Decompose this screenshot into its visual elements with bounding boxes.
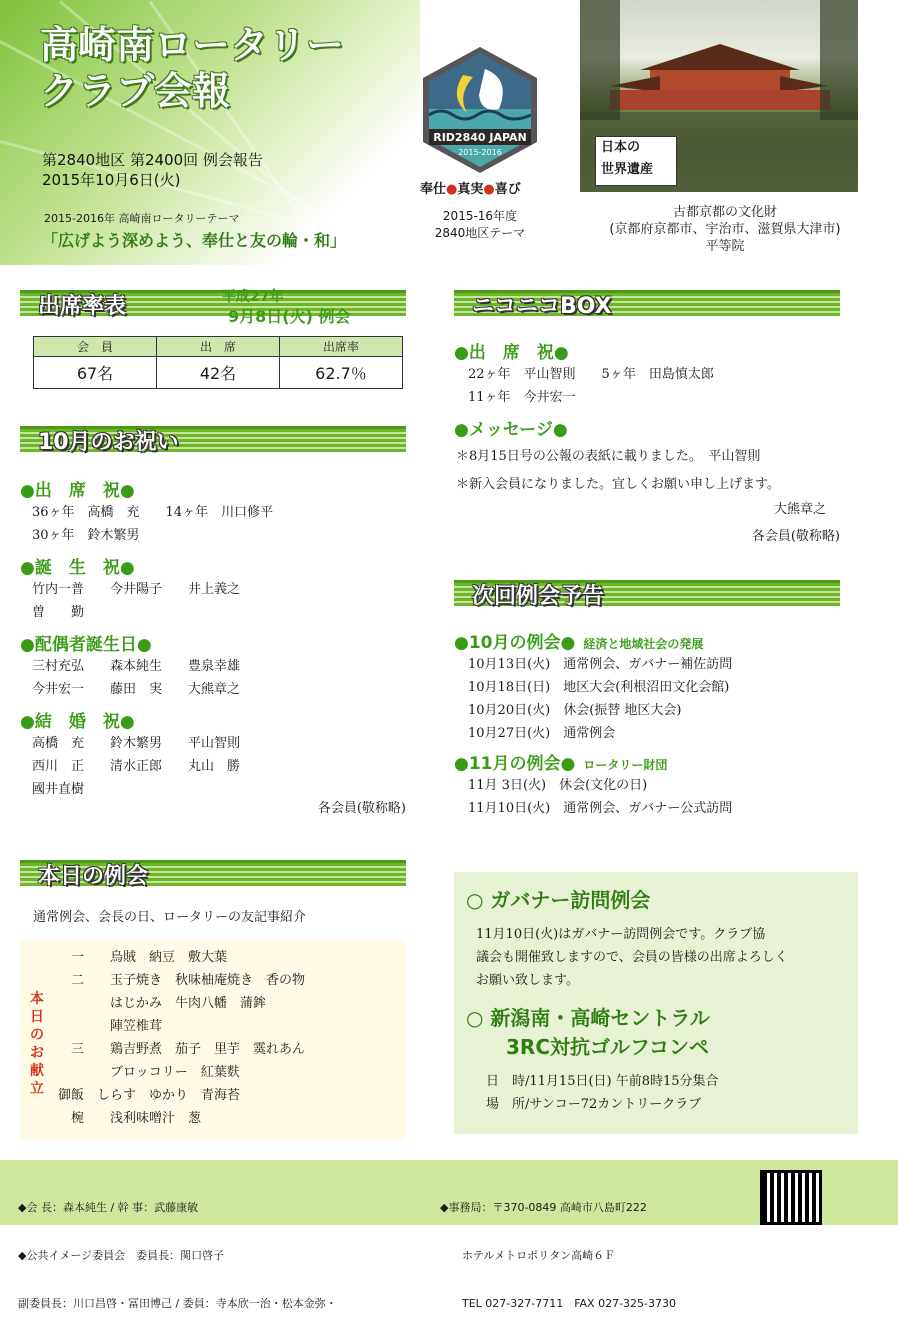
golf-heading-2: 3RC対抗ゴルフコンペ [506,1035,709,1059]
club-theme: 「広げよう深めよう、奉仕と友の輪・和」 [42,231,347,250]
report-info: 第2840地区 第2400回 例会報告 2015年10月6日(火) [42,151,263,189]
honorifics-note: 各会員(敬称略) [751,529,840,544]
menu-list [58,946,305,1130]
newsletter-title: 高崎南ロータリー クラブ会報 [40,23,345,113]
message-heading: ●メッセージ● [454,420,568,440]
october-meetings-subtitle: 経済と地域社会の発展 [583,637,704,651]
list-item: 國井直樹 [32,782,85,797]
today-section-bar: 本日の例会 [20,860,406,886]
october-meetings-heading: ●10月の例会● [454,633,576,653]
menu-item: 二 玉子焼き 秋味柚庵焼き 香の物 [58,973,306,988]
nikoniko-section-bar: ニコニコBOX [454,290,840,316]
photo-caption: 古都京都の文化財 (京都府京都市、宇治市、滋賀県大津市) 平等院 [609,205,841,254]
district-badge-icon [415,45,545,175]
today-description: 通常例会、会長の日、ロータリーの友記事紹介 [33,910,307,925]
present-count: 42名 [157,357,280,389]
nikoniko-attendance-heading: ●出 席 祝● [454,343,569,363]
list-item: 曽 勤 [32,605,85,620]
meeting-item: 10月20日(火) 休会(振替 地区大会) [468,703,682,718]
badge-years: 2015-2016 [458,148,502,157]
list-item: 西川 正 清水正郎 丸山 勝 [32,759,241,774]
footer-office: ◆事務局：〒370-0849 高崎市八島町222 ホテルメトロポリタン高崎６Ｆ TEL 027-327-7711 FAX 027-325-3730 [440,1201,677,1310]
attendance-rate: 62.7％ [280,357,403,389]
menu-item: ブロッコリー 紅葉麩 [58,1065,240,1080]
notice-text: 議会も開催致しますので、会員の皆様の出席よろしく [476,950,788,965]
list-item: 11ヶ年 今井宏一 [468,390,576,405]
menu-item: 椀 浅利味噌汁 葱 [58,1111,202,1126]
wedding-heading: ●結 婚 祝● [20,712,135,732]
attendance-table [33,336,403,389]
badge-text: RID2840 JAPAN [433,131,527,144]
november-meetings-subtitle: ロータリー財団 [583,758,668,772]
notice-box [454,872,858,1134]
spouse-birthday-heading: ●配偶者誕生日● [20,635,152,655]
message-item: ＊新入会員になりました。宜しくお願い申し上げます。 [456,477,780,492]
list-item: 竹内一普 今井陽子 井上義之 [32,582,241,597]
notice-text: お願い致します。 [476,973,579,988]
honorifics-note: 各会員(敬称略) [317,801,406,816]
meeting-item: 11月10日(火) 通常例会、ガバナー公式訪問 [468,801,733,816]
qr-code-icon [760,1170,822,1225]
message-author: 大熊章之 [773,502,826,517]
message-item: ＊8月15日号の公報の表紙に載りました。 平山智則 [456,449,761,464]
golf-datetime: 日 時/11月15日(日) 午前8時15分集合 [486,1074,719,1089]
list-item: 三村充弘 森本純生 豊泉幸雄 [32,659,241,674]
world-heritage-label: 日本の 世界遺産 [595,136,677,186]
theme-label: 2015-2016年 高崎南ロータリーテーマ [44,212,240,225]
attendance-celebration-heading: ●出 席 祝● [20,481,135,501]
menu-item: はじかみ 牛肉八幡 蒲鉾 [58,996,267,1011]
list-item: 36ヶ年 高橋 充 14ヶ年 川口修平 [32,505,274,520]
birthday-heading: ●誕 生 祝● [20,558,135,578]
col-header-rate: 出席率 [280,337,403,357]
menu-vertical-label: 本 日 の お 献 立 [30,991,44,1097]
meeting-item: 10月13日(火) 通常例会、ガバナー補佐訪問 [468,657,733,672]
district-theme-caption: 2015-16年度 2840地区テーマ [434,209,526,240]
attendance-section-bar: 出席率表 [20,290,406,316]
col-header-present: 出 席 [157,337,280,357]
attendance-date-year: 平成27年 [222,289,284,305]
meeting-item: 10月18日(日) 地区大会(利根沼田文化会館) [468,680,730,695]
attendance-date: 9月8日(火) 例会 [228,307,351,326]
list-item: 30ヶ年 鈴木繁男 [32,528,140,543]
list-item: 22ヶ年 平山智則 5ヶ年 田島慎太郎 [468,367,714,382]
meeting-item: 11月 3日(火) 休会(文化の日) [468,778,648,793]
notice-text: 11月10日(火)はガバナー訪問例会です。クラブ協 [476,927,766,942]
october-celebrations [20,476,406,820]
november-meetings-heading: ●11月の例会● [454,754,576,774]
next-meeting-section-bar: 次回例会予告 [454,580,840,606]
menu-item: 三 鶏吉野煮 茄子 里芋 霙れあん [58,1042,306,1057]
governor-visit-heading: ○ ガバナー訪問例会 [466,888,651,912]
october-section-bar: 10月のお祝い [20,426,406,452]
footer-officers: ◆会 長：森本純生 / 幹 事：武藤康敏 ◆公共イメージ委員会 委員長：関口啓子 副委員長：川口昌啓・冨田博己 / 委員：寺本欣一治・松本金弥・ [18,1201,337,1310]
nikoniko-box [454,338,840,548]
list-item: 今井宏一 藤田 実 大熊章之 [32,682,241,697]
menu-item: 一 烏賊 納豆 敷大葉 [58,950,228,965]
meeting-item: 10月27日(火) 通常例会 [468,726,616,741]
menu-item: 陣笠椎茸 [58,1019,163,1034]
district-motto: 奉仕●真実●喜び [420,182,521,197]
next-meetings [454,628,854,820]
col-header-members: 会 員 [34,337,157,357]
list-item: 高橋 充 鈴木繁男 平山智則 [32,736,241,751]
members-count: 67名 [34,357,157,389]
golf-venue: 場 所/サンコー72カントリークラブ [486,1097,702,1112]
golf-heading: ○ 新潟南・高崎セントラル [466,1006,710,1030]
menu-item: 御飯 しらす ゆかり 青海苔 [58,1088,241,1103]
